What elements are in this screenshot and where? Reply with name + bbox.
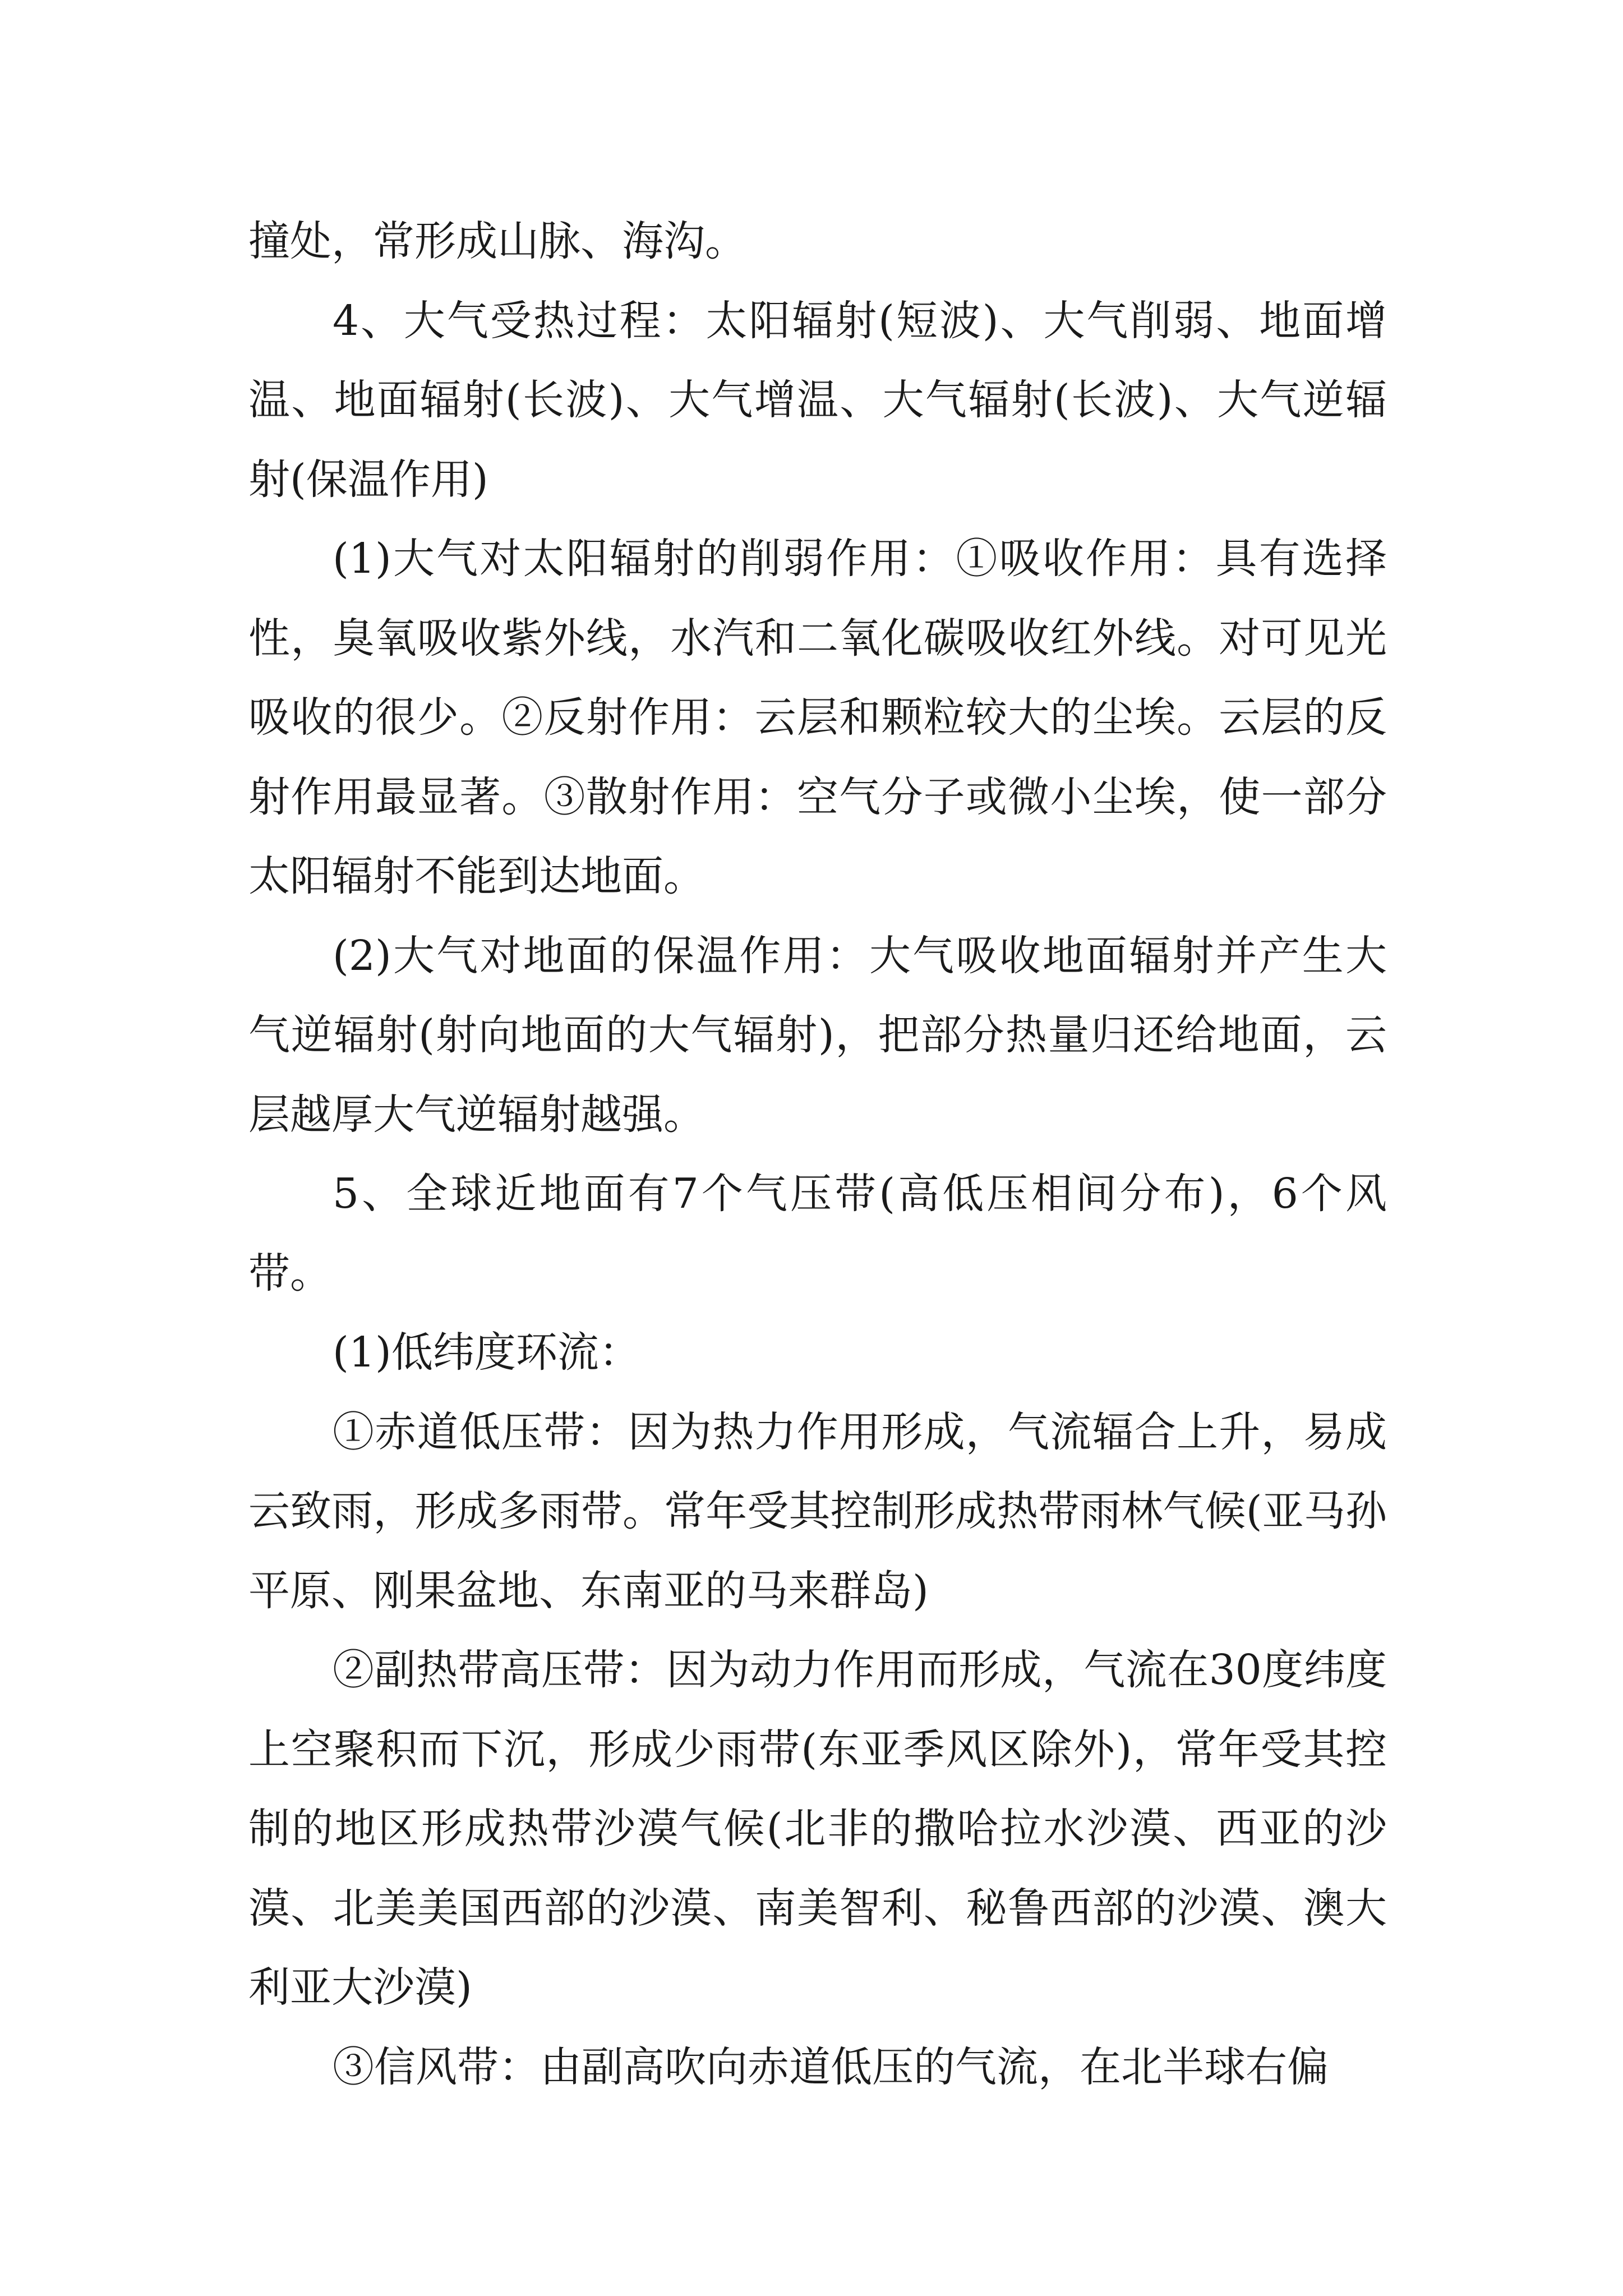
paragraph-insulation-effect: (2)大气对地面的保温作用：大气吸收地面辐射并产生大气逆辐射(射向地面的大气辐射)，把部分热量归还给地面，云层越厚大气逆辐射越强。 (248, 931, 1387, 1139)
paragraph-equatorial-low: ①赤道低压带：因为热力作用形成，气流辐合上升，易成云致雨，形成多雨带。常年受其控制形成热带雨林气候(亚马孙平原、刚果盆地、东南亚的马来群岛) (248, 1407, 1387, 1615)
paragraph-pressure-belts: 5、全球近地面有7个气压带(高低压相间分布)，6个风带。 (248, 1170, 1387, 1297)
paragraph-subtropical-high: ②副热带高压带：因为动力作用而形成，气流在30度纬度上空聚积而下沉，形成少雨带(东亚季风区除外)，常年受其控制的地区形成热带沙漠气候(北非的撒哈拉水沙漠、西亚的沙漠、北美美国西部的沙漠、南美智利、秘鲁西部的沙漠、澳大利亚大沙漠) (248, 1646, 1387, 2012)
paragraph-weakening-effect: (1)大气对太阳辐射的削弱作用：①吸收作用：具有选择性，臭氧吸收紫外线，水汽和二氧化碳吸收红外线。对可见光吸收的很少。②反射作用：云层和颗粒较大的尘埃。云层的反射作用最显著。③散射作用：空气分子或微小尘埃，使一部分太阳辐射不能到达地面。 (248, 535, 1387, 900)
paragraph-low-latitude-circulation: (1)低纬度环流： (333, 1328, 640, 1377)
paragraph-continuation: 撞处，常形成山脉、海沟。 (248, 217, 746, 265)
paragraph-trade-winds: ③信风带：由副高吹向赤道低压的气流，在北半球右偏 (333, 2042, 1329, 2091)
paragraph-atmosphere-heating: 4、大气受热过程：太阳辐射(短波)、大气削弱、地面增温、地面辐射(长波)、大气增温、大气辐射(长波)、大气逆辐射(保温作用) (248, 296, 1387, 504)
document-body (248, 202, 1387, 2107)
